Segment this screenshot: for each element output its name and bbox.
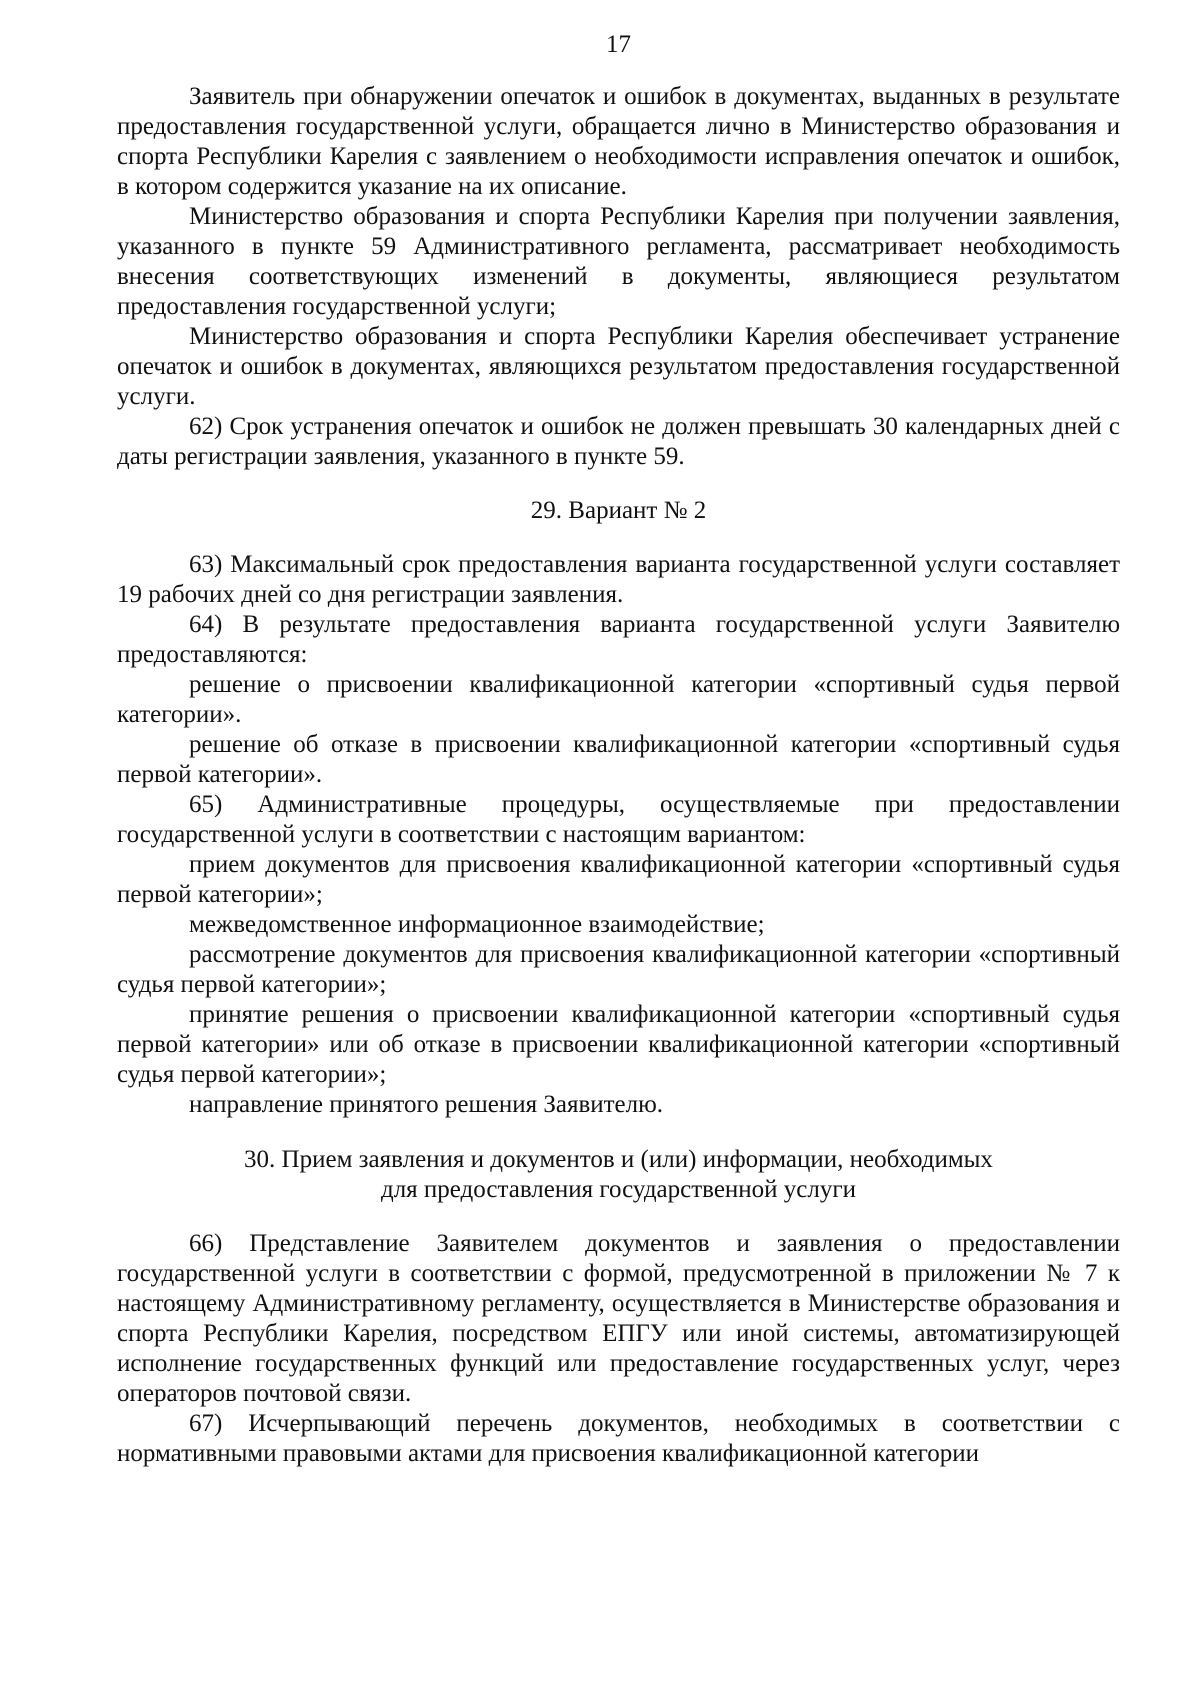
paragraph-65-decision: принятие решения о присвоении квалификационной категории «спортивный судья первой категории» или об отказе в присвоении квалификационной категории «спортивный судья первой категории»; (117, 1001, 1120, 1088)
page-number: 17 (606, 31, 631, 58)
paragraph-65-review: рассмотрение документов для присвоения квалификационной категории «спортивный судья первой категории»; (117, 941, 1120, 998)
section-heading-30-line1: 30. Прием заявления и документов и (или) информации, необходимых (244, 1146, 993, 1173)
paragraph-67: 67) Исчерпывающий перечень документов, необходимых в соответствии с нормативными правовыми актами для присвоения квалификационной категории (117, 1410, 1120, 1467)
paragraph-64: 64) В результате предоставления варианта государственной услуги Заявителю предоставляются: (117, 611, 1120, 668)
paragraph-62: 62) Срок устранения опечаток и ошибок не должен превышать 30 календарных дней с даты регистрации заявления, указанного в пункте 59. (117, 413, 1120, 470)
section-heading-29: 29. Вариант № 2 (530, 497, 707, 524)
section-heading-30-line2: для предоставления государственной услуги (380, 1176, 857, 1203)
paragraph-correction-request: Заявитель при обнаружении опечаток и ошибок в документах, выданных в результате предоставления государственной услуги, обращается лично в Министерство образования и спорта Республики Карелия с заявлением о необходимости исправления опечаток и ошибок, в котором содержится указание на их описание. (117, 83, 1120, 200)
paragraph-ministry-ensures: Министерство образования и спорта Республики Карелия обеспечивает устранение опечаток и ошибок в документах, являющихся результатом предоставления государственной услуги. (117, 323, 1120, 410)
paragraph-63: 63) Максимальный срок предоставления варианта государственной услуги составляет 19 рабочих дней со дня регистрации заявления. (117, 551, 1120, 608)
paragraph-65: 65) Административные процедуры, осуществляемые при предоставлении государственной услуги в соответствии с настоящим вариантом: (117, 791, 1120, 848)
paragraph-66: 66) Представление Заявителем документов и заявления о предоставлении государственной услуги в соответствии с формой, предусмотренной в приложении № 7 к настоящему Административному регламенту, осуществляется в Министерстве образования и спорта Республики Карелия, посредством ЕПГУ или иной системы, автоматизирующей исполнение государственных функций или предоставление государственных услуг, через операторов почтовой связи. (117, 1230, 1120, 1407)
paragraph-ministry-review: Министерство образования и спорта Республики Карелия при получении заявления, указанного в пункте 59 Административного регламента, рассматривает необходимость внесения соответствующих изменений в документы, являющиеся результатом предоставления государственной услуги; (117, 203, 1120, 320)
section-heading-30 (117, 1145, 1120, 1205)
paragraph-65-interagency: межведомственное информационное взаимодействие; (189, 911, 765, 938)
paragraph-65-intake: прием документов для присвоения квалификационной категории «спортивный судья первой категории»; (117, 851, 1120, 908)
paragraph-64-decision-grant: решение о присвоении квалификационной категории «спортивный судья первой категории». (117, 671, 1120, 728)
paragraph-64-decision-refusal: решение об отказе в присвоении квалификационной категории «спортивный судья первой категории». (117, 731, 1120, 788)
paragraph-65-notify: направление принятого решения Заявителю. (189, 1091, 664, 1118)
